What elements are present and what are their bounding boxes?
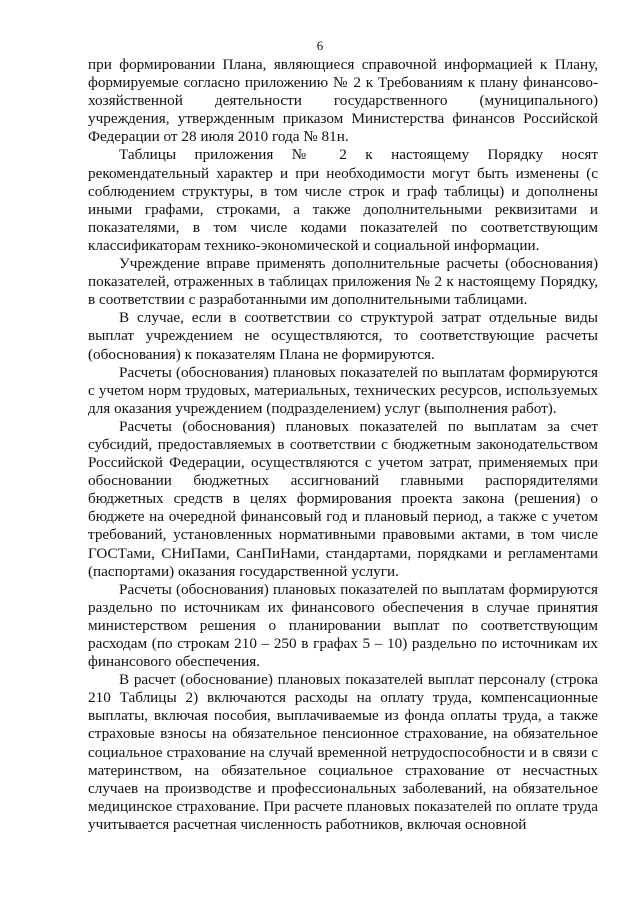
paragraph-3: Учреждение вправе применять дополнительные расчеты (обоснования) показателей, отраженных в таблицах приложения № 2 к настоящему Порядку, в соответствии с разработанными им дополнительными таблицами. bbox=[88, 255, 598, 309]
paragraph-4: В случае, если в соответствии со структурой затрат отдельные виды выплат учреждением не осуществляются, то соответствующие расчеты (обоснования) к показателям Плана не формируются. bbox=[88, 309, 598, 363]
page-number: 6 bbox=[316, 38, 324, 53]
paragraph-1: при формировании Плана, являющиеся справочной информацией к Плану, формируемые согласно приложению № 2 к Требованиям к плану финансово-хозяйственной деятельности государственного (муниципального) учреждения, утвержденным приказом Министерства финансов Российской Федерации от 28 июля 2010 года № 81н. bbox=[88, 56, 598, 146]
paragraph-7: Расчеты (обоснования) плановых показателей по выплатам формируются раздельно по источникам их финансового обеспечения в случае принятия министерством решения о планировании выплат по соответствующим расходам (по строкам 210 – 250 в графах 5 – 10) раздельно по источникам их финансового обеспечения. bbox=[88, 580, 598, 671]
paragraph-6: Расчеты (обоснования) плановых показателей по выплатам за счет субсидий, предоставляемых в соответствии с бюджетным законодательством Российской Федерации, осуществляются с учетом затрат, применяемых при обосновании бюджетных ассигнований главными распорядителями бюджетных средств в целях формирования проекта закона (решения) о бюджете на очередной финансовый год и плановый период, а также с учетом требований, установленных нормативными правовыми актами, в том числе ГОСТами, СНиПами, СанПиНами, стандартами, порядками и регламентами (паспортами) оказания государственной услуги. bbox=[88, 417, 598, 580]
paragraph-8: В расчет (обоснование) плановых показателей выплат персоналу (строка 210 Таблицы 2) включаются расходы на оплату труда, компенсационные выплаты, включая пособия, выплачиваемые из фонда оплаты труда, а также страховые взносы на обязательное пенсионное страхование, на обязательное социальное страхование на случай временной нетрудоспособности и в связи с материнством, на обязательное социальное страхование от несчастных случаев на производстве и профессиональных заболеваний, на обязательное медицинское страхование. При расчете плановых показателей по оплате труда учитывается расчетная численность работников, включая основной bbox=[88, 671, 598, 833]
paragraph-2: Таблицы приложения № 2 к настоящему Порядку носят рекомендательный характер и при необходимости могут быть изменены (с соблюдением структуры, в том числе строк и граф таблицы) и дополнены иными графами, строками, а также дополнительными реквизитами и показателями, в том числе кодами показателей по соответствующим классификаторам технико-экономической и социальной информации. bbox=[88, 146, 598, 254]
paragraph-5: Расчеты (обоснования) плановых показателей по выплатам формируются с учетом норм трудовых, материальных, технических ресурсов, используемых для оказания учреждением (подразделением) услуг (выполнения работ). bbox=[88, 363, 598, 417]
body-text bbox=[88, 56, 598, 834]
